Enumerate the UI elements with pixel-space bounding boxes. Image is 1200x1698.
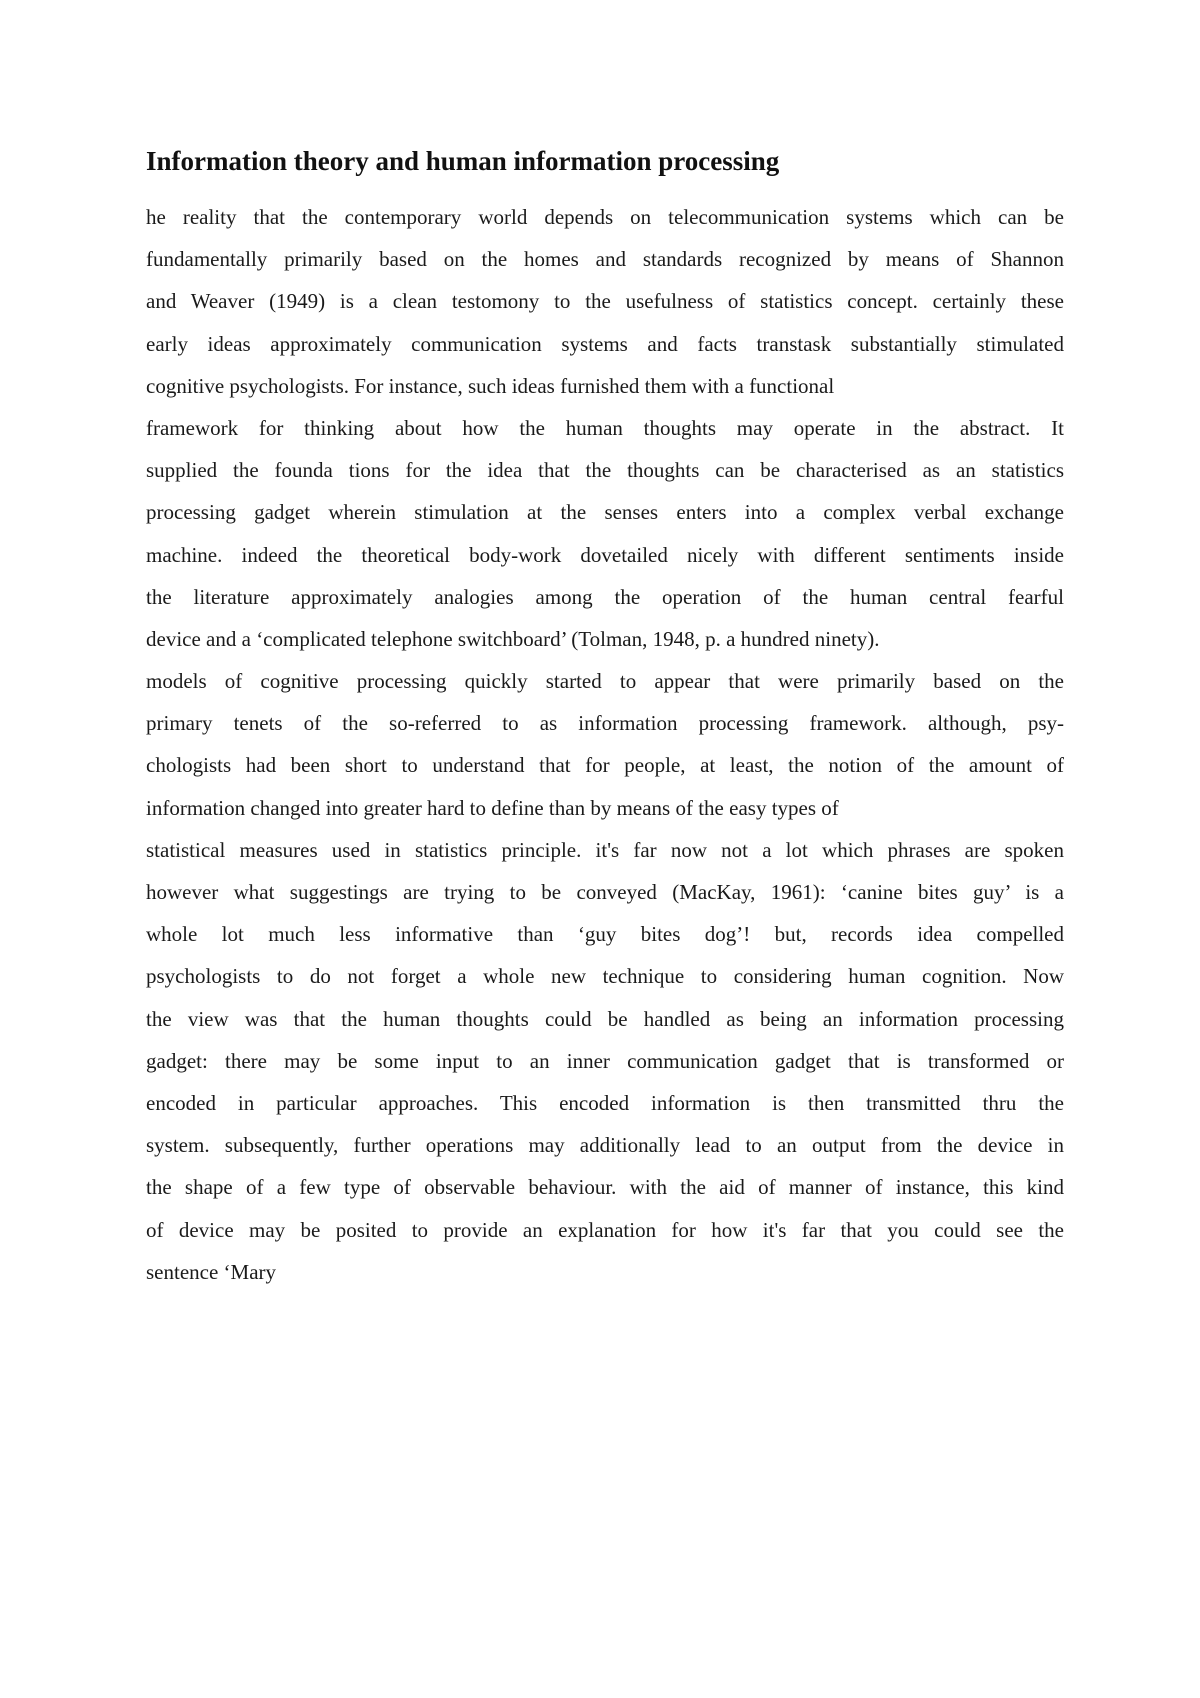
text-line: of device may be posited to provide an explanation for how it's far that you could see the: [146, 1217, 1064, 1242]
text-line: device and a ‘complicated telephone switchboard’ (Tolman, 1948, p. a hundred ninety).: [146, 626, 880, 651]
text-line: psychologists to do not forget a whole new technique to considering human cognition. Now: [146, 964, 1064, 989]
document-title: Information theory and human information processing: [146, 146, 780, 176]
text-line: processing gadget wherein stimulation at the senses enters into a complex verbal exchange: [146, 500, 1064, 525]
text-line: supplied the founda tions for the idea that the thoughts can be characterised as an statistics: [146, 458, 1064, 483]
text-line: whole lot much less informative than ‘guy bites dog’! but, records idea compelled: [146, 922, 1064, 947]
text-line: machine. indeed the theoretical body-work dovetailed nicely with different sentiments inside: [146, 542, 1064, 567]
text-line: models of cognitive processing quickly started to appear that were primarily based on the: [146, 669, 1064, 694]
text-line: he reality that the contemporary world depends on telecommunication systems which can be: [146, 205, 1064, 229]
text-line: chologists had been short to understand that for people, at least, the notion of the amount of: [146, 753, 1064, 778]
text-line: framework for thinking about how the human thoughts may operate in the abstract. It: [146, 415, 1064, 440]
text-line: system. subsequently, further operations may additionally lead to an output from the device in: [146, 1133, 1064, 1158]
text-line: sentence ‘Mary: [146, 1259, 277, 1284]
text-line: information changed into greater hard to define than by means of the easy types of: [146, 795, 839, 820]
text-line: early ideas approximately communication systems and facts transtask substantially stimulated: [146, 331, 1064, 356]
text-line: cognitive psychologists. For instance, such ideas furnished them with a functional: [146, 373, 835, 398]
text-line: statistical measures used in statistics principle. it's far now not a lot which phrases are spoken: [146, 837, 1064, 862]
text-line: primary tenets of the so-referred to as information processing framework. although, psy-: [146, 711, 1064, 736]
text-line: fundamentally primarily based on the homes and standards recognized by means of Shannon: [146, 247, 1064, 272]
text-line: the literature approximately analogies among the operation of the human central fearful: [146, 584, 1064, 609]
text-line: encoded in particular approaches. This encoded information is then transmitted thru the: [146, 1090, 1064, 1115]
text-line: however what suggestings are trying to be conveyed (MacKay, 1961): ‘canine bites guy’ is a: [146, 880, 1064, 904]
body-paragraph: [146, 196, 1064, 1293]
text-line: the view was that the human thoughts could be handled as being an information processing: [146, 1006, 1064, 1031]
text-line: and Weaver (1949) is a clean testomony to the usefulness of statistics concept. certainly these: [146, 289, 1064, 314]
text-line: gadget: there may be some input to an inner communication gadget that is transformed or: [146, 1048, 1064, 1073]
text-line: the shape of a few type of observable behaviour. with the aid of manner of instance, this kind: [146, 1175, 1064, 1200]
